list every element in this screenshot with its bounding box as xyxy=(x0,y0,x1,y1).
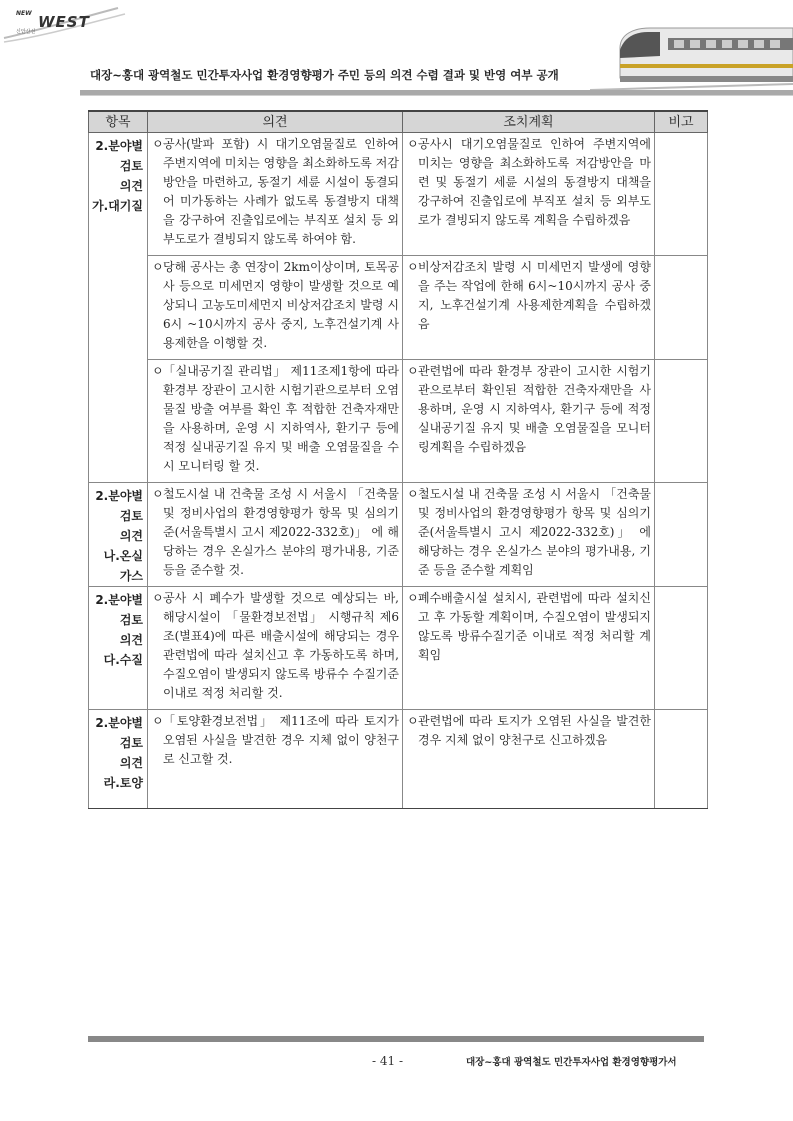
category-line: 라.토양 xyxy=(103,776,143,790)
opinion-cell xyxy=(148,710,403,809)
category-line: 검토 xyxy=(119,159,143,173)
table-row xyxy=(89,133,708,256)
opinion-cell xyxy=(148,360,403,483)
table-header-row xyxy=(89,111,708,133)
opinion-text: 당해 공사는 총 연장이 2km이상이며, 토목공사 등으로 미세먼지 영향이 발생할 것으로 예상되니 고농도미세먼지 비상저감조치 발령 시 6시 ~10시까지 공사 중지, 노후건설기계 사용제한을 이행할 것. xyxy=(163,260,399,350)
bullet-icon: ㅇ xyxy=(407,591,419,605)
table-row xyxy=(89,587,708,710)
action-text: 관련법에 따라 환경부 장관이 고시한 시험기관으로부터 확인된 적합한 건축자재만을 사용하며, 운영 시 지하역사, 환기구 등에 적정 실내공기질 유지 및 배출 오염물질을 모니터링계획을 수립하겠음 xyxy=(418,364,651,454)
header-remarks: 비고 xyxy=(655,111,708,133)
bullet-icon: ㅇ xyxy=(152,137,164,151)
category-line: 의견 xyxy=(119,179,143,193)
opinion-cell xyxy=(148,133,403,256)
train-illustration xyxy=(590,18,793,98)
action-cell xyxy=(403,483,655,587)
header-item: 항목 xyxy=(89,111,148,133)
opinion-cell xyxy=(148,587,403,710)
table-row xyxy=(89,710,708,809)
opinion-text: 공사 시 폐수가 발생할 것으로 예상되는 바, 해당시설이 「물환경보전법」 시행규칙 제6조(별표4)에 따른 배출시설에 해당되는 경우 관련법에 따라 설치신고 후 가동하도록 하며, 수질오염이 발생되지 않도록 방류수 수질기준 이내로 적정 처리할 것. xyxy=(163,591,399,700)
action-text: 폐수배출시설 설치시, 관련법에 따라 설치신고 후 가동할 계획이며, 수질오염이 발생되지 않도록 방류수질기준 이내로 적정 처리할 계획임 xyxy=(418,591,651,662)
footer-rule xyxy=(88,1036,704,1042)
opinion-text: 「토양환경보전법」 제11조에 따라 토지가 오염된 사실을 발견한 경우 지체 없이 양천구로 신고할 것. xyxy=(163,714,399,766)
table-row xyxy=(89,360,708,483)
category-cell xyxy=(89,133,148,483)
page-header xyxy=(0,0,793,100)
category-line: 검토 xyxy=(119,613,143,627)
action-text: 비상저감조치 발령 시 미세먼지 발생에 영향을 주는 작업에 한해 6시~10시까지 공사 중지, 노후건설기계 사용제한계획을 수립하겠음 xyxy=(418,260,651,331)
remarks-cell xyxy=(655,256,708,360)
category-cell xyxy=(89,483,148,587)
category-line: 2.분야별 xyxy=(95,489,143,503)
page-number: - 41 - xyxy=(372,1054,404,1068)
category-line: 2.분야별 xyxy=(95,716,143,730)
opinion-text: 철도시설 내 건축물 조성 시 서울시 「건축물 및 정비사업의 환경영향평가 항목 및 심의기준(서울특별시 고시 제2022-332호)」 에 해당하는 경우 온실가스 분야의 평가내용, 기준 등을 준수할 것. xyxy=(163,487,399,577)
bullet-icon: ㅇ xyxy=(407,487,419,501)
table-row xyxy=(89,256,708,360)
bullet-icon: ㅇ xyxy=(407,714,419,728)
bullet-icon: ㅇ xyxy=(152,714,164,728)
category-line: 의견 xyxy=(119,529,143,543)
opinion-text: 「실내공기질 관리법」 제11조제1항에 따라 환경부 장관이 고시한 시험기관으로부터 오염물질 방출 여부를 확인 후 적합한 건축자재만을 사용하며, 운영 시 지하역사, 환기구 등에 적정 실내공기질 유지 및 배출 오염물질을 수시 모니터링 할 것. xyxy=(163,364,399,473)
bullet-icon: ㅇ xyxy=(152,260,164,274)
remarks-cell xyxy=(655,587,708,710)
remarks-cell xyxy=(655,133,708,256)
action-cell xyxy=(403,256,655,360)
action-cell xyxy=(403,710,655,809)
bullet-icon: ㅇ xyxy=(407,137,419,151)
opinion-cell xyxy=(148,483,403,587)
category-line: 의견 xyxy=(119,756,143,770)
action-cell xyxy=(403,133,655,256)
category-line: 검토 xyxy=(119,509,143,523)
logo xyxy=(8,6,118,38)
category-line: 가스 xyxy=(119,569,143,583)
action-cell xyxy=(403,360,655,483)
category-cell xyxy=(89,710,148,809)
category-cell xyxy=(89,587,148,710)
action-cell xyxy=(403,587,655,710)
remarks-cell xyxy=(655,483,708,587)
document-title: 대장~홍대 광역철도 민간투자사업 환경영향평가 주민 등의 의견 수렴 결과 및 반영 여부 공개 xyxy=(90,68,559,82)
logo-west-text: WEST xyxy=(38,13,90,31)
category-line: 검토 xyxy=(119,736,143,750)
bullet-icon: ㅇ xyxy=(152,487,164,501)
action-text: 철도시설 내 건축물 조성 시 서울시 「건축물 및 정비사업의 환경영향평가 항목 및 심의기준(서울특별시 고시 제2022-332호)」 에 해당하는 경우 온실가스 분야의 평가내용, 기준 등을 준수할 계획임 xyxy=(418,487,651,577)
category-line: 가.대기질 xyxy=(92,199,143,213)
logo-new-text: NEW xyxy=(16,10,32,17)
remarks-cell xyxy=(655,710,708,809)
category-line: 다.수질 xyxy=(103,653,143,667)
footer-title: 대장~홍대 광역철도 민간투자사업 환경영향평가서 xyxy=(466,1057,677,1068)
category-line: 2.분야별 xyxy=(95,139,143,153)
table-row xyxy=(89,483,708,587)
bullet-icon: ㅇ xyxy=(407,364,419,378)
opinion-cell xyxy=(148,256,403,360)
remarks-cell xyxy=(655,360,708,483)
bullet-icon: ㅇ xyxy=(407,260,419,274)
action-text: 관련법에 따라 토지가 오염된 사실을 발견한 경우 지체 없이 양천구로 신고하겠음 xyxy=(418,714,651,747)
action-text: 공사시 대기오염물질로 인하여 주변지역에 미치는 영향을 최소화하도록 저감방안을 마련 및 동절기 세륜 시설의 동결방지 대책을 강구하여 진출입로에 부직포 설치 등 외부도로가 결빙되지 않도록 계획을 수립하겠음 xyxy=(418,137,651,227)
bullet-icon: ㅇ xyxy=(152,364,164,378)
header-action-plan: 조치계획 xyxy=(403,111,655,133)
logo-sub-text: 신안산선 xyxy=(16,29,36,35)
category-line: 2.분야별 xyxy=(95,593,143,607)
title-rule-thin xyxy=(80,95,793,96)
opinion-table xyxy=(88,110,708,809)
header-opinion: 의견 xyxy=(148,111,403,133)
category-line: 나.온실 xyxy=(103,549,143,563)
opinion-text: 공사(발파 포함) 시 대기오염물질로 인하여 주변지역에 미치는 영향을 최소화하도록 저감방안을 마련하고, 동절기 세륜 시설이 동결되어 미가동하는 사례가 없도록 동결방지 대책을 강구하여 진출입로에는 부직포 설치 등 외부도로가 결빙되지 않도록 하여야 함. xyxy=(163,137,399,246)
category-line: 의견 xyxy=(119,633,143,647)
bullet-icon: ㅇ xyxy=(152,591,164,605)
